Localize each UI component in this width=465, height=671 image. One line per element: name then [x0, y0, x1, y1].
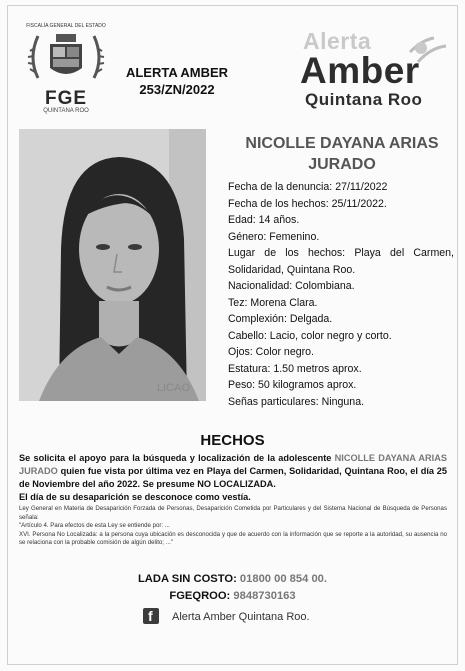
detail-senas: Señas particulares: Ninguna.	[228, 395, 365, 408]
detail-fecha-denuncia: Fecha de la denuncia: 27/11/2022	[228, 181, 388, 193]
facebook-icon[interactable]	[143, 608, 159, 624]
facebook-icon-glyph: f	[148, 608, 153, 624]
alert-title	[122, 64, 232, 98]
logo-amber-text: Amber	[300, 50, 420, 91]
alert-title-label: ALERTA AMBER	[125, 65, 229, 80]
photo-watermark: LICAO	[157, 382, 191, 394]
facebook-page-link[interactable]: Alerta Amber Quintana Roo.	[172, 611, 310, 623]
detail-complexion: Complexión: Delgada.	[228, 313, 333, 325]
clothing-note: El día de su desaparición se desconoce como vestía.	[19, 492, 251, 502]
legal-text-article: "Artículo 4. Para efectos de esta Ley se entiende por: ...	[19, 522, 170, 529]
detail-fecha-hechos: Fecha de los hechos: 25/11/2022.	[228, 197, 387, 210]
hechos-text-b: quien fue vista por última vez en Playa del Carmen, Solidaridad, Quintana Roo, el día 25 de Noviembre del año 2022. Se presume NO LOCALIZADA.	[19, 466, 447, 489]
detail-cabello: Cabello: Lacio, color negro y corto.	[228, 329, 392, 342]
person-details	[228, 179, 454, 410]
hechos-heading: HECHOS	[200, 432, 265, 449]
detail-edad: Edad: 14 años.	[228, 214, 300, 226]
person-name-line1: NICOLLE DAYANA ARIAS	[245, 135, 439, 152]
lada-contact	[0, 573, 465, 585]
fge-seal-caption: FISCALÍA GENERAL DEL ESTADO	[26, 23, 106, 29]
portrait-image	[19, 129, 206, 401]
lada-label: LADA SIN COSTO:	[137, 573, 237, 585]
hechos-paragraph	[19, 452, 447, 491]
detail-lugar: Lugar de los hechos: Playa del Carmen, Solidaridad, Quintana Roo.	[228, 247, 454, 276]
detail-nacionalidad: Nacionalidad: Colombiana.	[228, 280, 355, 292]
detail-genero: Género: Femenino.	[228, 230, 320, 243]
lada-number[interactable]: 01800 00 854 00.	[236, 573, 328, 585]
alert-number: 253/ZN/2022	[139, 82, 215, 97]
hechos-person-name: NICOLLE DAYANA ARIAS JURADO	[19, 453, 447, 476]
logo-quintana-roo-text: Quintana Roo	[305, 90, 423, 109]
fge-state-text: QUINTANA ROO	[43, 108, 89, 114]
detail-tez: Tez: Morena Clara.	[228, 296, 318, 309]
detail-peso: Peso: 50 kilogramos aprox.	[228, 379, 357, 391]
missing-person-photo	[19, 129, 206, 401]
legal-text-intro: Ley General en Materia de Desaparición Forzada de Personas, Desaparición Cometida por Particulares y del Sistema Nacional de Búsqueda de Personas señala:	[19, 505, 447, 521]
logo-alerta-text: Alerta	[303, 28, 372, 54]
fgeqroo-contact	[0, 590, 465, 602]
detail-ojos: Ojos: Color negro.	[228, 346, 314, 358]
fge-logo-text: FGE	[44, 88, 88, 109]
fgeqroo-label: FGEQROO:	[169, 590, 231, 602]
detail-estatura: Estatura: 1.50 metros aprox.	[228, 362, 362, 375]
hechos-text-a: Se solicita el apoyo para la búsqueda y localización de la adolescente	[19, 453, 335, 463]
person-name-line2: JURADO	[308, 156, 376, 173]
fgeqroo-number[interactable]: 9848730163	[230, 590, 296, 602]
legal-text-definition: XVI. Persona No Localizada: a la persona cuya ubicación es desconocida y que de acuerdo con la información que se reporte a la autoridad, su ausencia no se relaciona con la probable comisión de algún delito; ..."	[19, 530, 447, 546]
legal-text	[19, 505, 447, 548]
fge-seal-icon	[26, 28, 106, 90]
person-name	[236, 133, 448, 175]
